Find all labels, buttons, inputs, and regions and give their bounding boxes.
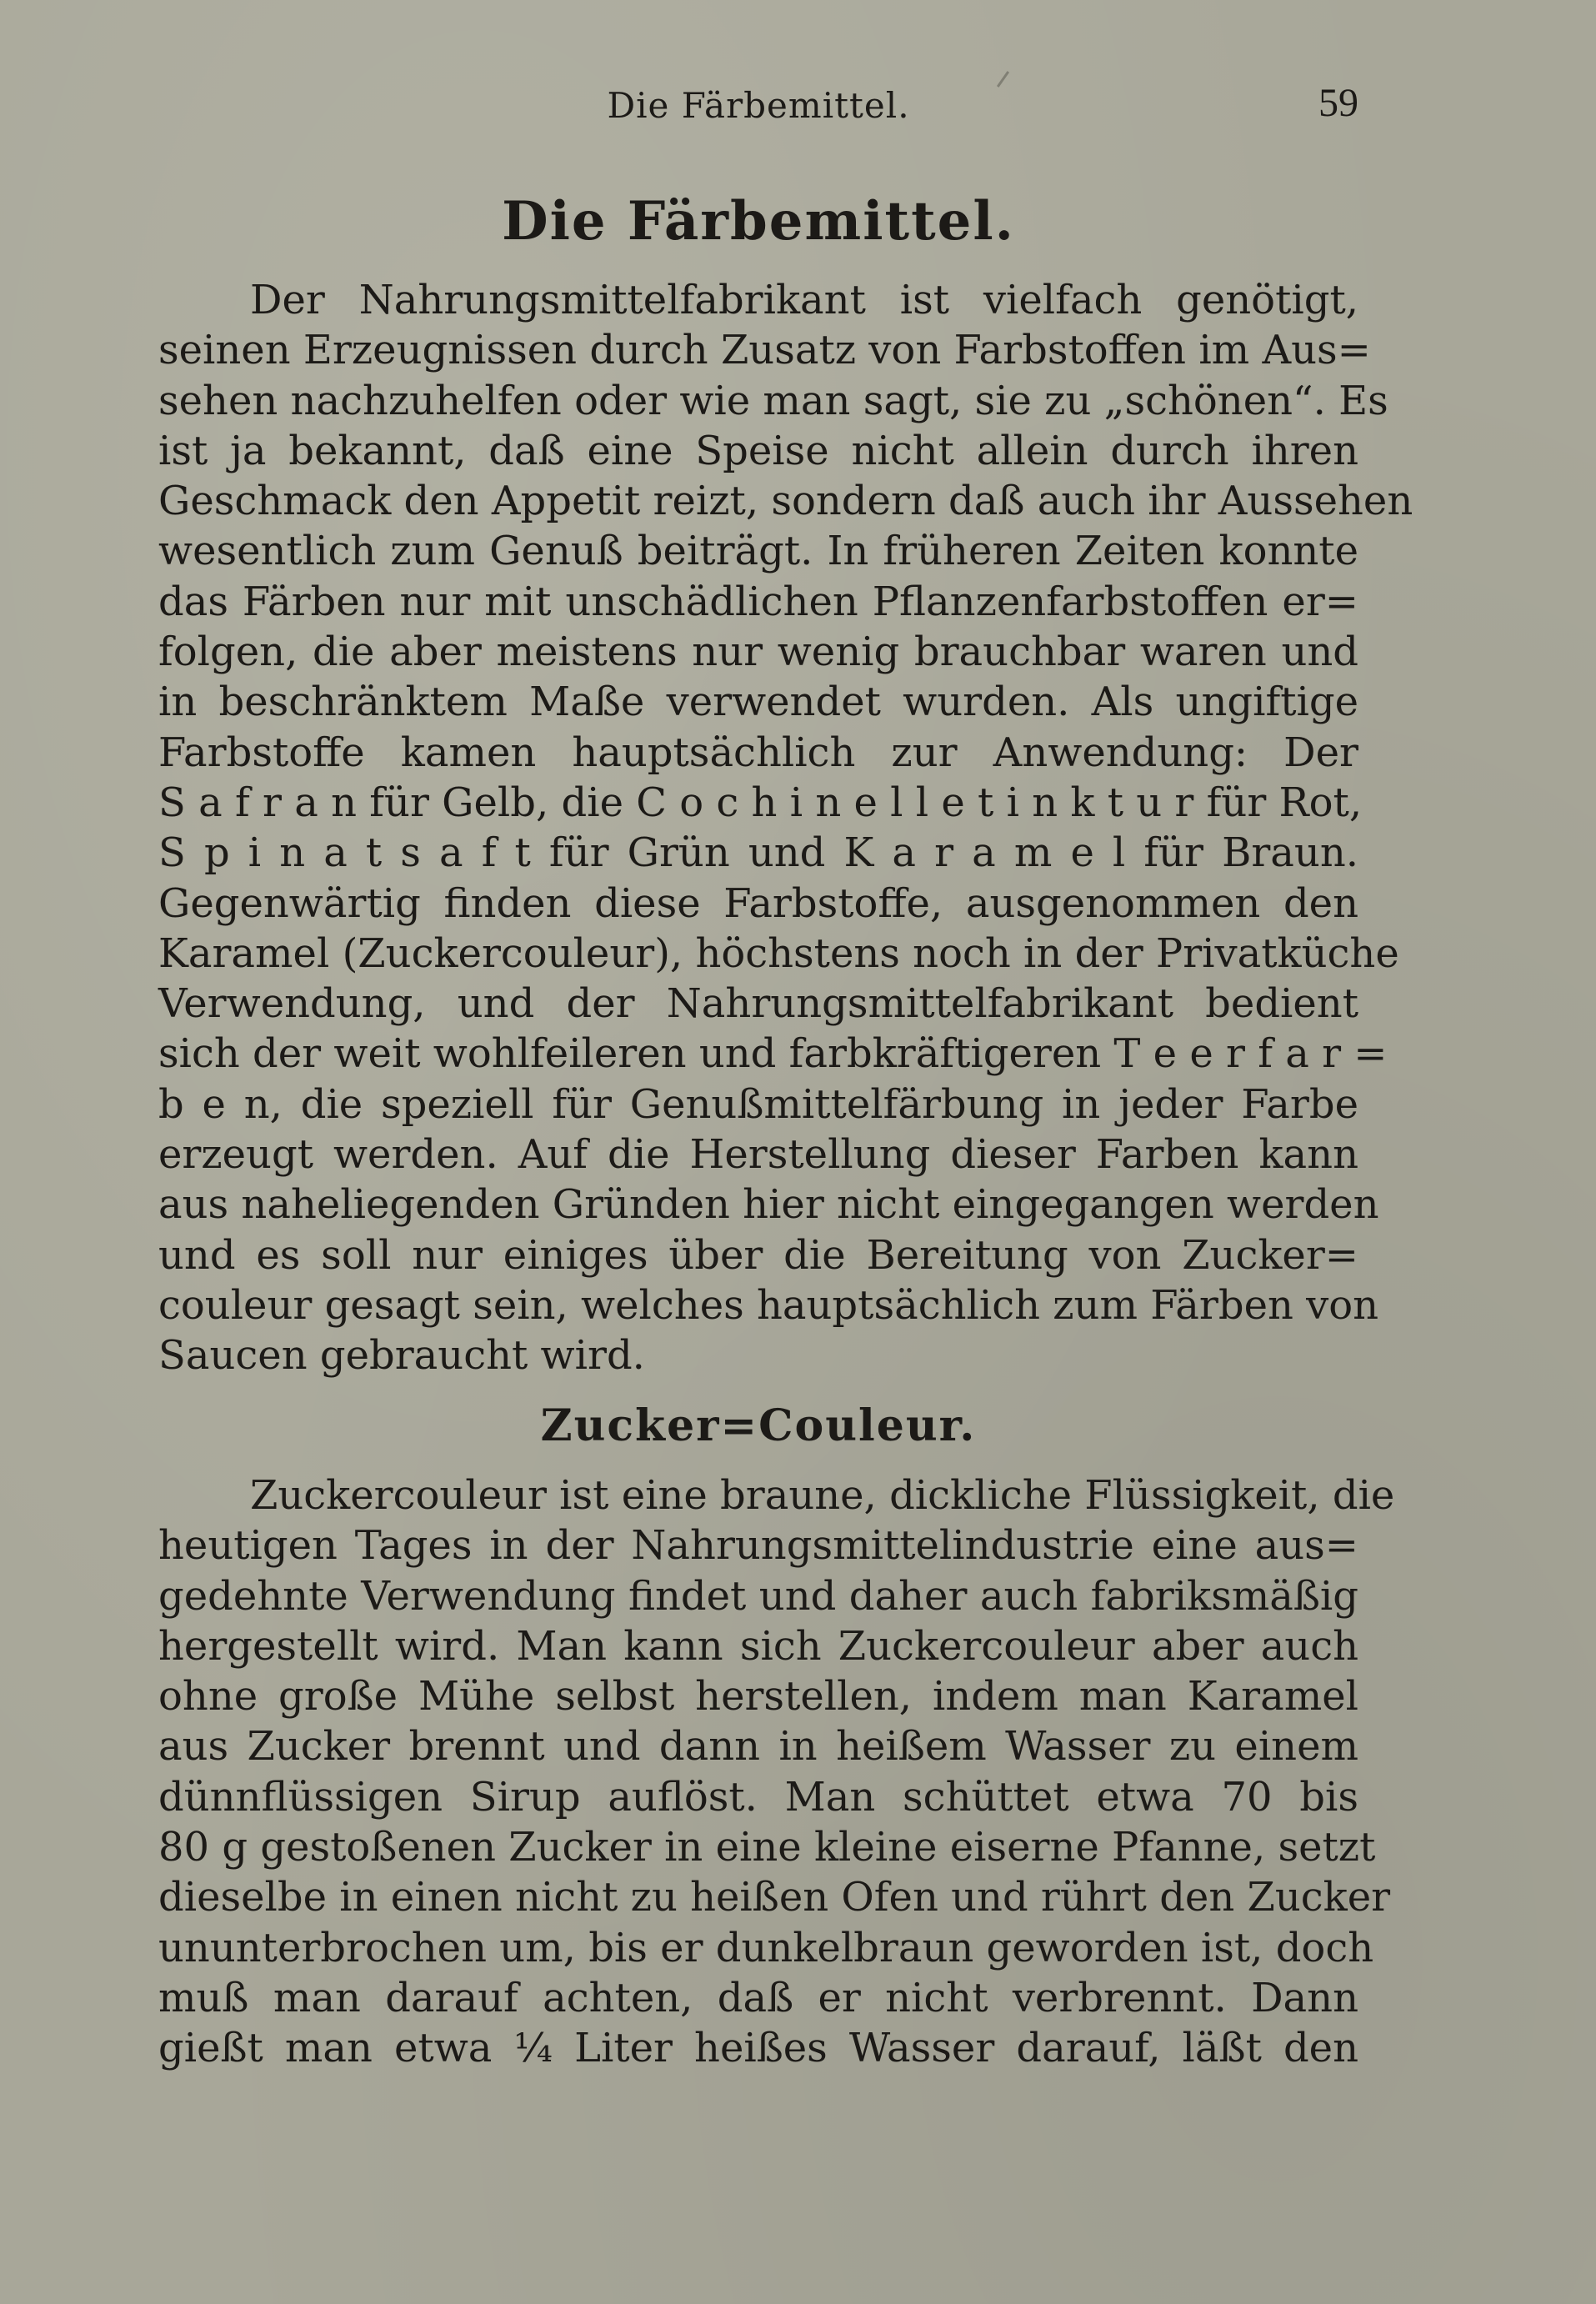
page-number: 59 xyxy=(1318,81,1358,125)
section-heading: Die Färbemittel. xyxy=(502,190,1015,253)
text-line: sich der weit wohlfeileren und farbkräftigeren T e e r f a r = xyxy=(158,1030,1388,1078)
running-head xyxy=(158,80,1358,138)
text-line: 80 g gestoßenen Zucker in eine kleine eiserne Pfanne, setzt xyxy=(158,1824,1376,1871)
subsection-heading: Zucker=Couleur. xyxy=(540,1400,977,1451)
text-line: das Färben nur mit unschädlichen Pflanzenfarbstoffen er= xyxy=(158,578,1358,625)
text-line: ist ja bekannt, daß eine Speise nicht allein durch ihren xyxy=(158,427,1358,474)
text-line: dieselbe in einen nicht zu heißen Ofen und rührt den Zucker xyxy=(158,1874,1391,1921)
text-line: hergestellt wird. Man kann sich Zuckercouleur aber auch xyxy=(158,1622,1358,1670)
text-line: ununterbrochen um, bis er dunkelbraun geworden ist, doch xyxy=(158,1924,1374,1971)
text-line: wesentlich zum Genuß beiträgt. In früheren Zeiten konnte xyxy=(158,528,1358,575)
text-line: ohne große Mühe selbst herstellen, indem man Karamel xyxy=(158,1673,1358,1720)
text-line: couleur gesagt sein, welches hauptsächlich zum Färben von xyxy=(158,1281,1379,1329)
text-line: S a f r a n für Gelb, die C o c h i n e l l e t i n k t u r für Rot, xyxy=(158,779,1363,826)
text-line: Karamel (Zuckercouleur), höchstens noch in der Privatküche xyxy=(158,929,1399,977)
text-line: Der Nahrungsmittelfabrikant ist vielfach genötigt, xyxy=(250,277,1358,323)
text-line: Zuckercouleur ist eine braune, dickliche Flüssigkeit, die xyxy=(250,1472,1395,1519)
text-line: in beschränktem Maße verwendet wurden. Als ungiftige xyxy=(158,679,1358,726)
text-line: Verwendung, und der Nahrungsmittelfabrikant bedient xyxy=(158,980,1358,1028)
text-line: muß man darauf achten, daß er nicht verbrennt. Dann xyxy=(158,1974,1358,2021)
text-line: heutigen Tages in der Nahrungsmittelindustrie eine aus= xyxy=(158,1522,1358,1570)
paragraph-2 xyxy=(158,1470,1395,2074)
text-line: Saucen gebraucht wird. xyxy=(158,1332,645,1380)
text-line: dünnflüssigen Sirup auflöst. Man schüttet etwa 70 bis xyxy=(158,1773,1358,1821)
text-line: gießt man etwa ¼ Liter heißes Wasser darauf, läßt den xyxy=(158,2025,1358,2072)
text-line: seinen Erzeugnissen durch Zusatz von Farbstoffen im Aus= xyxy=(158,327,1371,374)
text-line: Geschmack den Appetit reizt, sondern daß auch ihr Aussehen xyxy=(158,478,1413,525)
text-line: Gegenwärtig finden diese Farbstoffe, ausgenommen den xyxy=(158,879,1358,927)
running-title: Die Färbemittel. xyxy=(607,85,910,126)
text-line: aus naheliegenden Gründen hier nicht eingegangen werden xyxy=(158,1181,1379,1229)
text-line: Farbstoffe kamen hauptsächlich zur Anwendung: Der xyxy=(158,729,1358,776)
text-line: und es soll nur einiges über die Bereitung von Zucker= xyxy=(158,1231,1358,1279)
text-line: folgen, die aber meistens nur wenig brauchbar waren und xyxy=(158,629,1358,676)
text-line: S p i n a t s a f t für Grün und K a r a m e l für Braun. xyxy=(158,829,1358,877)
text-line: erzeugt werden. Auf die Herstellung dieser Farben kann xyxy=(158,1131,1358,1179)
text-line: b e n, die speziell für Genußmittelfärbung in jeder Farbe xyxy=(158,1080,1358,1128)
paragraph-1 xyxy=(158,275,1413,1381)
text-line: aus Zucker brennt und dann in heißem Wasser zu einem xyxy=(158,1723,1358,1771)
text-line: gedehnte Verwendung findet und daher auch fabriksmäßig xyxy=(158,1572,1358,1620)
text-line: sehen nachzuhelfen oder wie man sagt, sie zu „schönen“. Es xyxy=(158,377,1388,424)
